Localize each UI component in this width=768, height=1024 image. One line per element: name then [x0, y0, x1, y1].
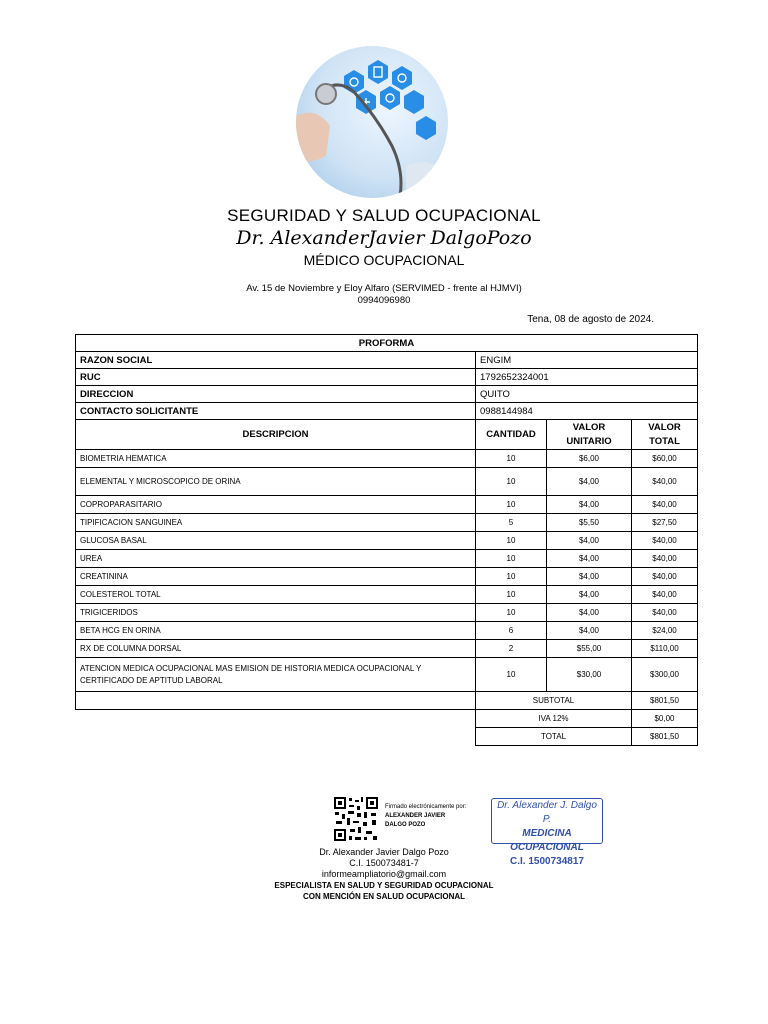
item-unit-price: $4,00: [547, 586, 632, 604]
item-description: TIPIFICACION SANGUINEA: [76, 514, 476, 532]
subtotal-row: [76, 692, 698, 710]
total-label: TOTAL: [476, 728, 632, 746]
item-description: TRIGICERIDOS: [76, 604, 476, 622]
iva-value: $0,00: [632, 710, 698, 728]
stethoscope-icon: [296, 46, 448, 198]
table-row: [76, 604, 698, 622]
specialty: MÉDICO OCUPACIONAL: [303, 252, 465, 268]
item-total: $40,00: [632, 532, 698, 550]
table-row: [76, 514, 698, 532]
table-title: PROFORMA: [76, 335, 698, 352]
column-header: VALOR UNITARIO: [547, 420, 632, 450]
item-quantity: 10: [476, 468, 547, 496]
item-description: COPROPARASITARIO: [76, 496, 476, 514]
subtotal-value: $801,50: [632, 692, 698, 710]
field-row: [76, 403, 698, 420]
item-description: COLESTEROL TOTAL: [76, 586, 476, 604]
total-value: $801,50: [632, 728, 698, 746]
footer-email: informeampliatorio@gmail.com: [321, 869, 447, 879]
stamp-id: C.I. 1500734817: [510, 856, 584, 867]
header-title: SEGURIDAD Y SALUD OCUPACIONAL: [227, 206, 541, 225]
item-unit-price: $4,00: [547, 604, 632, 622]
item-unit-price: $4,00: [547, 550, 632, 568]
field-value: ENGIM: [476, 352, 698, 369]
table-row: [76, 496, 698, 514]
item-total: $60,00: [632, 450, 698, 468]
item-unit-price: $4,00: [547, 496, 632, 514]
item-description: ATENCION MEDICA OCUPACIONAL MAS EMISION DE HISTORIA MEDICA OCUPACIONAL Y CERTIFICADO DE APTITUD LABORAL: [76, 658, 476, 692]
table-row: [76, 640, 698, 658]
field-value: 1792652324001: [476, 369, 698, 386]
signer-name-line1: ALEXANDER JAVIER: [385, 813, 446, 819]
column-header: CANTIDAD: [476, 420, 547, 450]
field-row: [76, 352, 698, 369]
item-total: $40,00: [632, 568, 698, 586]
item-total: $300,00: [632, 658, 698, 692]
item-quantity: 10: [476, 532, 547, 550]
item-description: CREATININA: [76, 568, 476, 586]
item-quantity: 10: [476, 550, 547, 568]
field-row: [76, 369, 698, 386]
item-description: BETA HCG EN ORINA: [76, 622, 476, 640]
table-row: [76, 586, 698, 604]
footer-title1: ESPECIALISTA EN SALUD Y SEGURIDAD OCUPACIONAL: [274, 881, 494, 890]
table-row: [76, 532, 698, 550]
footer-name: Dr. Alexander Javier Dalgo Pozo: [319, 847, 449, 857]
item-unit-price: $6,00: [547, 450, 632, 468]
total-row: [76, 728, 698, 746]
item-total: $40,00: [632, 586, 698, 604]
item-total: $24,00: [632, 622, 698, 640]
address: Av. 15 de Noviembre y Eloy Alfaro (SERVIMED - frente al HJMVI): [246, 283, 522, 294]
item-quantity: 5: [476, 514, 547, 532]
item-description: UREA: [76, 550, 476, 568]
table-row: [76, 568, 698, 586]
footer-title2: CON MENCIÓN EN SALUD OCUPACIONAL: [302, 892, 466, 901]
item-quantity: 10: [476, 604, 547, 622]
phone: 0994096980: [357, 295, 411, 306]
item-description: BIOMETRIA HEMATICA: [76, 450, 476, 468]
item-unit-price: $30,00: [547, 658, 632, 692]
address-block: [0, 283, 768, 307]
item-total: $40,00: [632, 496, 698, 514]
field-label: RUC: [76, 369, 476, 386]
item-description: RX DE COLUMNA DORSAL: [76, 640, 476, 658]
item-unit-price: $55,00: [547, 640, 632, 658]
table-row: [76, 658, 698, 692]
proforma-table: [75, 334, 698, 746]
qr-code-icon: [333, 796, 379, 842]
item-unit-price: $4,00: [547, 532, 632, 550]
table-row: [76, 550, 698, 568]
doctor-stamp: [491, 798, 603, 867]
table-row: [76, 450, 698, 468]
doctor-name: Dr. AlexanderJavier DalgoPozo: [236, 227, 532, 249]
signer-name-line2: DALGO POZO: [385, 822, 426, 828]
table-row: [76, 622, 698, 640]
field-label: RAZON SOCIAL: [76, 352, 476, 369]
item-total: $40,00: [632, 604, 698, 622]
item-quantity: 10: [476, 450, 547, 468]
field-row: [76, 386, 698, 403]
item-quantity: 10: [476, 496, 547, 514]
item-total: $110,00: [632, 640, 698, 658]
electronic-signature: [385, 803, 466, 830]
field-label: CONTACTO SOLICITANTE: [76, 403, 476, 420]
footer-ci: C.I. 150073481-7: [349, 858, 419, 868]
item-total: $27,50: [632, 514, 698, 532]
item-quantity: 6: [476, 622, 547, 640]
iva-label: IVA 12%: [476, 710, 632, 728]
iva-row: [76, 710, 698, 728]
item-unit-price: $5,50: [547, 514, 632, 532]
empty-cell: [76, 710, 476, 728]
column-header: VALOR TOTAL: [632, 420, 698, 450]
field-value: 0988144984: [476, 403, 698, 420]
item-quantity: 10: [476, 568, 547, 586]
item-unit-price: $4,00: [547, 568, 632, 586]
stamp-specialty: MEDICINA OCUPACIONAL: [510, 828, 584, 853]
item-unit-price: $4,00: [547, 468, 632, 496]
item-quantity: 10: [476, 586, 547, 604]
field-value: QUITO: [476, 386, 698, 403]
item-total: $40,00: [632, 468, 698, 496]
document-date: Tena, 08 de agosto de 2024.: [527, 314, 654, 325]
empty-cell: [76, 692, 476, 710]
table-row: [76, 468, 698, 496]
item-unit-price: $4,00: [547, 622, 632, 640]
empty-cell: [76, 728, 476, 746]
item-quantity: 2: [476, 640, 547, 658]
stamp-name: Dr. Alexander J. Dalgo P.: [497, 800, 597, 825]
subtotal-label: SUBTOTAL: [476, 692, 632, 710]
footer: [0, 847, 768, 902]
medical-logo: [296, 46, 448, 198]
column-header: DESCRIPCION: [76, 420, 476, 450]
item-description: GLUCOSA BASAL: [76, 532, 476, 550]
field-label: DIRECCION: [76, 386, 476, 403]
column-header-row: [76, 420, 698, 450]
signed-by-label: Firmado electrónicamente por:: [385, 804, 467, 810]
item-quantity: 10: [476, 658, 547, 692]
item-description: ELEMENTAL Y MICROSCOPICO DE ORINA: [76, 468, 476, 496]
table-title-row: [76, 335, 698, 352]
item-total: $40,00: [632, 550, 698, 568]
